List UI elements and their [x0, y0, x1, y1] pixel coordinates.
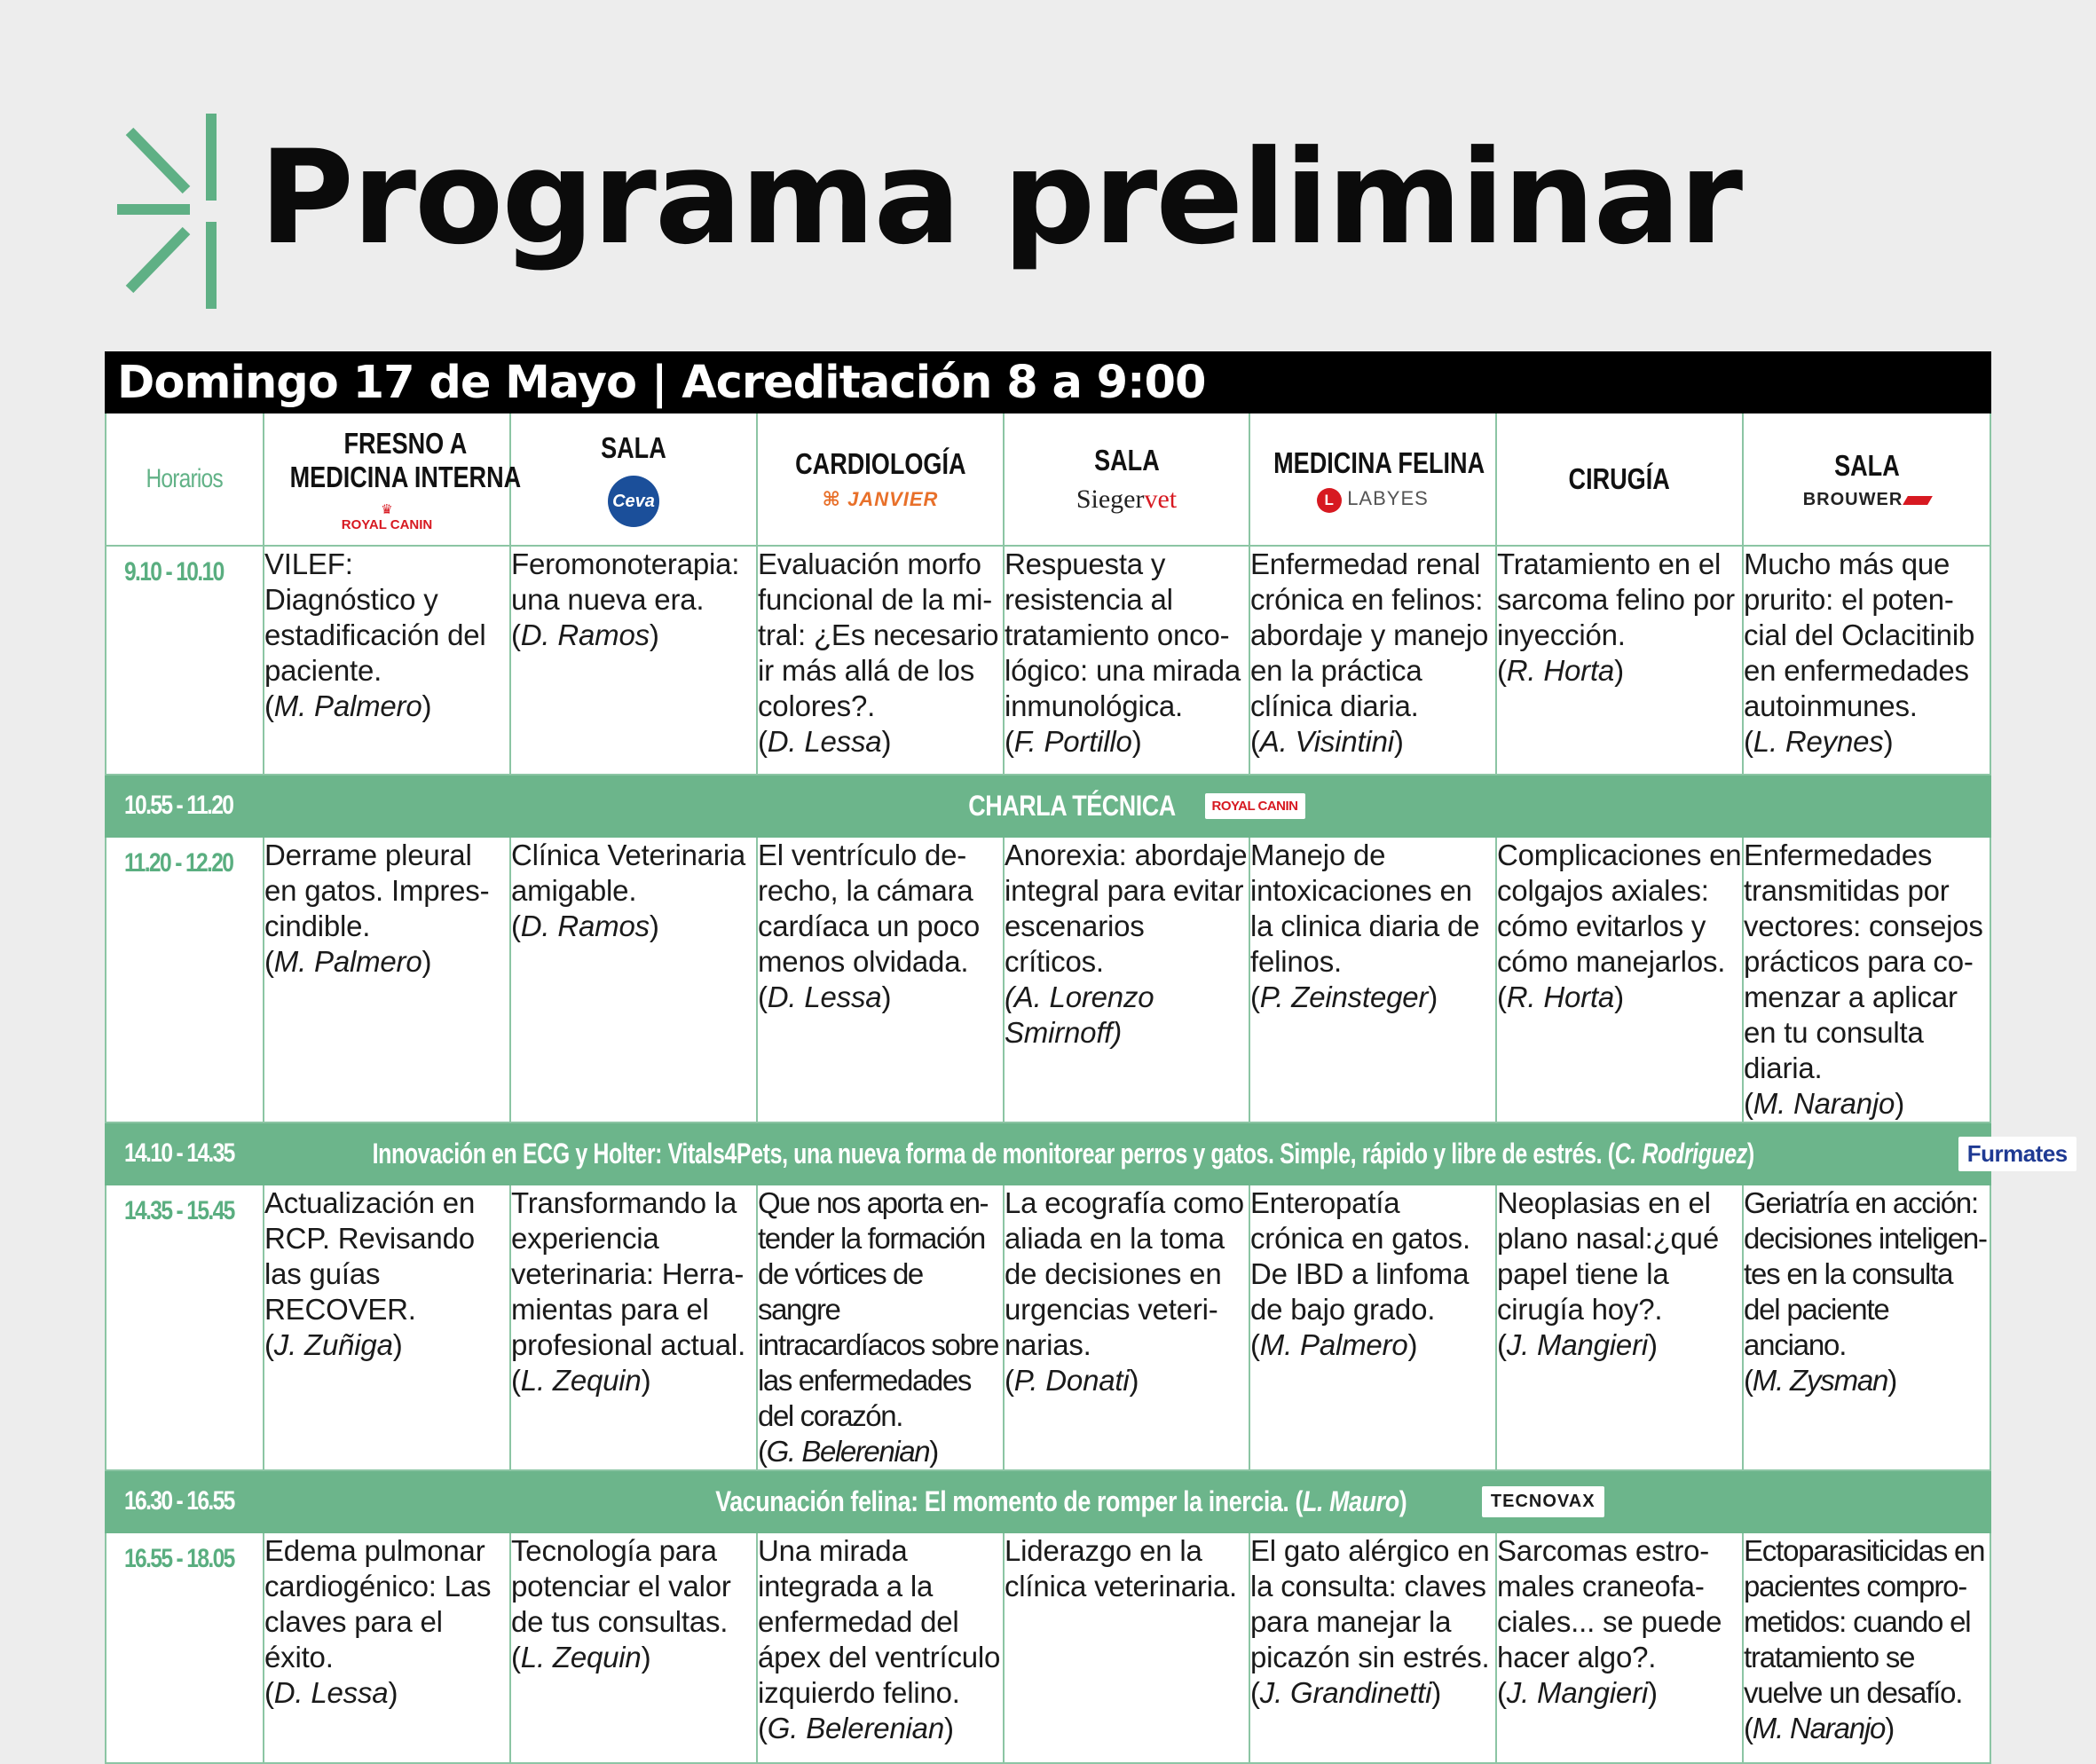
talk-cell: Que nos aporta en-tender la formación de vórtices de sangre intracardíacos sobre las enfermedades del corazón. (G. Belerenian) — [757, 1185, 1004, 1470]
speaker: M. Naranjo — [1752, 1712, 1886, 1744]
band-title: CHARLA TÉCNICA — [968, 789, 1177, 822]
talk-cell: Liderazgo en la clínica veterinaria. — [1004, 1532, 1249, 1763]
room-name: SALA — [1093, 444, 1160, 476]
talk-cell: Tratamiento en el sarcoma felino por inyección. (R. Horta) — [1496, 546, 1743, 775]
room-name: FRESNO A MEDICINA INTERNA — [289, 426, 522, 493]
talk-cell: Feromonoterapia: una nueva era. (D. Ramos) — [510, 546, 757, 775]
band-title: Vacunación felina: El momento de romper la inercia. (L. Mauro) — [715, 1484, 1407, 1517]
band-time: 16.30 - 16.55 — [124, 1486, 234, 1516]
band-title: Innovación en ECG y Holter: Vitals4Pets, una nueva forma de monitorear perros y gatos. Simple, rápido y libre de estrés. (C. Rodriguez) — [372, 1137, 1755, 1169]
speaker: (A. Lorenzo Smirnoff) — [1005, 980, 1154, 1049]
burst-logo-icon — [112, 108, 231, 312]
talk-cell: El gato alérgico en la consulta: claves para manejar la picazón sin estrés. (J. Grandinetti) — [1249, 1532, 1496, 1763]
brouwer-logo: BROUWER — [1744, 490, 1990, 510]
room-header — [264, 413, 522, 546]
janvier-logo: ⌘ JANVIER — [822, 488, 939, 510]
session-time: 14.35 - 15.45 — [124, 1196, 234, 1225]
talk-cell: Ectoparasiticidas en pacientes compro-metidos: cuando el tratamiento se vuelve un desafío. (M. Naranjo) — [1743, 1532, 1990, 1763]
speaker: R. Horta — [1506, 980, 1615, 1013]
speaker: G. Belerenian — [767, 1712, 944, 1744]
room-header — [510, 413, 757, 546]
room-name: CARDIOLOGÍA — [794, 447, 966, 480]
times-header: Horarios — [146, 464, 224, 493]
talk-cell: Enfermedad renal crónica en felinos: abordaje y manejo en la práctica clínica diaria. (A. Visintini) — [1249, 546, 1496, 775]
session-row — [106, 1185, 1990, 1470]
speaker: D. Ramos — [520, 618, 650, 651]
labyes-logo: L LABYES — [1250, 487, 1495, 513]
speaker: J. Mangieri — [1506, 1676, 1648, 1709]
room-header — [1249, 413, 1496, 546]
speaker: P. Zeinsteger — [1259, 980, 1429, 1013]
speaker: P. Donati — [1013, 1364, 1130, 1397]
band-time: 10.55 - 11.20 — [124, 791, 233, 820]
tecnovax-logo: TECNOVAX — [1482, 1486, 1604, 1517]
speaker: D. Ramos — [520, 910, 650, 942]
siegervet-logo: Siegervet — [1076, 484, 1178, 514]
royal-canin-logo: ♛ ROYAL CANIN — [341, 501, 433, 532]
speaker: J. Mangieri — [1506, 1328, 1648, 1361]
talk-cell: El ventrículo de-recho, la cámara cardíaca un poco menos olvidada. (D. Lessa) — [757, 837, 1004, 1122]
session-row — [106, 546, 1990, 775]
talk-cell: Edema pulmonar cardiogénico: Las claves para el éxito. (D. Lessa) — [264, 1532, 510, 1763]
speaker: D. Lessa — [767, 980, 882, 1013]
talk-cell: Transformando la experiencia veterinaria: Herra-mientas para el profesional actual. (L. Zequin) — [510, 1185, 757, 1470]
royal-canin-logo: ROYAL CANIN — [1205, 793, 1305, 819]
talk-cell: Respuesta y resistencia al tratamiento onco-lógico: una mirada inmunológica. (F. Portillo) — [1004, 546, 1249, 775]
talk-cell: Clínica Veterinaria amigable. (D. Ramos) — [510, 837, 757, 1122]
room-name: SALA — [1833, 448, 1900, 482]
band-time: 14.10 - 14.35 — [124, 1138, 234, 1168]
speaker: D. Lessa — [767, 725, 882, 758]
talk-cell: Mucho más que prurito: el poten-cial del Oclacitinib en enfermedades autoinmunes. (L. Reynes) — [1743, 546, 1990, 775]
day-header: Domingo 17 de Mayo | Acreditación 8 a 9:00 — [106, 352, 1990, 413]
speaker: A. Visintini — [1259, 725, 1394, 758]
session-time: 9.10 - 10.10 — [124, 557, 224, 587]
speaker: R. Horta — [1506, 654, 1615, 687]
speaker: L. Zequin — [520, 1641, 642, 1673]
technical-talk-band — [106, 775, 1990, 837]
room-header — [1004, 413, 1249, 546]
speaker: M. Palmero — [1259, 1328, 1408, 1361]
speaker: D. Lessa — [273, 1676, 389, 1709]
talk-cell: Neoplasias en el plano nasal:¿qué papel tiene la cirugía hoy?. (J. Mangieri) — [1496, 1185, 1743, 1470]
speaker: M. Naranjo — [1753, 1087, 1895, 1120]
session-time: 16.55 - 18.05 — [124, 1544, 234, 1573]
speaker: M. Palmero — [273, 689, 422, 722]
session-row — [106, 1532, 1990, 1763]
room-name: MEDICINA FELINA — [1273, 445, 1485, 479]
room-name: SALA — [601, 431, 666, 464]
session-row — [106, 837, 1990, 1122]
talk-cell: Evaluación morfo funcional de la mi-tral: ¿Es necesario ir más allá de los colores?. (D. Lessa) — [757, 546, 1004, 775]
talk-cell: VILEF: Diagnóstico y estadificación del paciente. (M. Palmero) — [264, 546, 510, 775]
speaker: L. Reynes — [1753, 725, 1884, 758]
speaker: J. Zuñiga — [273, 1328, 393, 1361]
talk-cell: Anorexia: abordaje integral para evitar escenarios críticos. (A. Lorenzo Smirnoff) — [1004, 837, 1249, 1122]
talk-cell: Complicaciones en colgajos axiales: cómo evitarlos y cómo manejarlos. (R. Horta) — [1496, 837, 1743, 1122]
room-name: CIRUGÍA — [1568, 462, 1671, 495]
talk-cell: Derrame pleural en gatos. Impres-cindible. (M. Palmero) — [264, 837, 510, 1122]
furmates-logo: Furmates — [1958, 1137, 2076, 1171]
talk-cell: Enteropatía crónica en gatos. De IBD a linfoma de bajo grado. (M. Palmero) — [1249, 1185, 1496, 1470]
speaker: G. Belerenian — [766, 1435, 930, 1468]
speaker: L. Zequin — [520, 1364, 642, 1397]
room-header — [757, 413, 1004, 546]
ceva-logo: Ceva — [608, 476, 659, 527]
speaker: M. Zysman — [1752, 1364, 1888, 1397]
speaker: J. Grandinetti — [1259, 1676, 1432, 1709]
speaker: F. Portillo — [1013, 725, 1132, 758]
talk-cell: Enfermedades transmitidas por vectores: consejos prácticos para co-menzar a aplicar en tu consulta diaria. (M. Naranjo) — [1743, 837, 1990, 1122]
room-header-row — [106, 413, 1990, 546]
talk-cell: Sarcomas estro-males craneofa-ciales... se puede hacer algo?. (J. Mangieri) — [1496, 1532, 1743, 1763]
room-header — [1743, 413, 1990, 546]
talk-cell: Tecnología para potenciar el valor de tus consultas. (L. Zequin) — [510, 1532, 757, 1763]
room-header — [1496, 413, 1743, 546]
schedule-table — [105, 351, 2068, 1764]
speaker: M. Palmero — [273, 945, 422, 978]
page-title: Programa preliminar — [259, 122, 1742, 273]
talk-cell: Actualización en RCP. Revisando las guías RECOVER. (J. Zuñiga) — [264, 1185, 510, 1470]
talk-cell: Geriatría en acción: decisiones inteligen-tes en la consulta del paciente anciano. (M. Zysman) — [1743, 1185, 1990, 1470]
talk-cell: Una mirada integrada a la enfermedad del ápex del ventrículo izquierdo felino. (G. Belerenian) — [757, 1532, 1004, 1763]
sponsored-talk-band — [106, 1122, 1990, 1185]
sponsored-talk-band — [106, 1470, 1990, 1532]
talk-cell: La ecografía como aliada en la toma de decisiones en urgencias veteri-narias. (P. Donati) — [1004, 1185, 1249, 1470]
session-time: 11.20 - 12.20 — [124, 848, 233, 878]
talk-cell: Manejo de intoxicaciones en la clinica diaria de felinos. (P. Zeinsteger) — [1249, 837, 1496, 1122]
